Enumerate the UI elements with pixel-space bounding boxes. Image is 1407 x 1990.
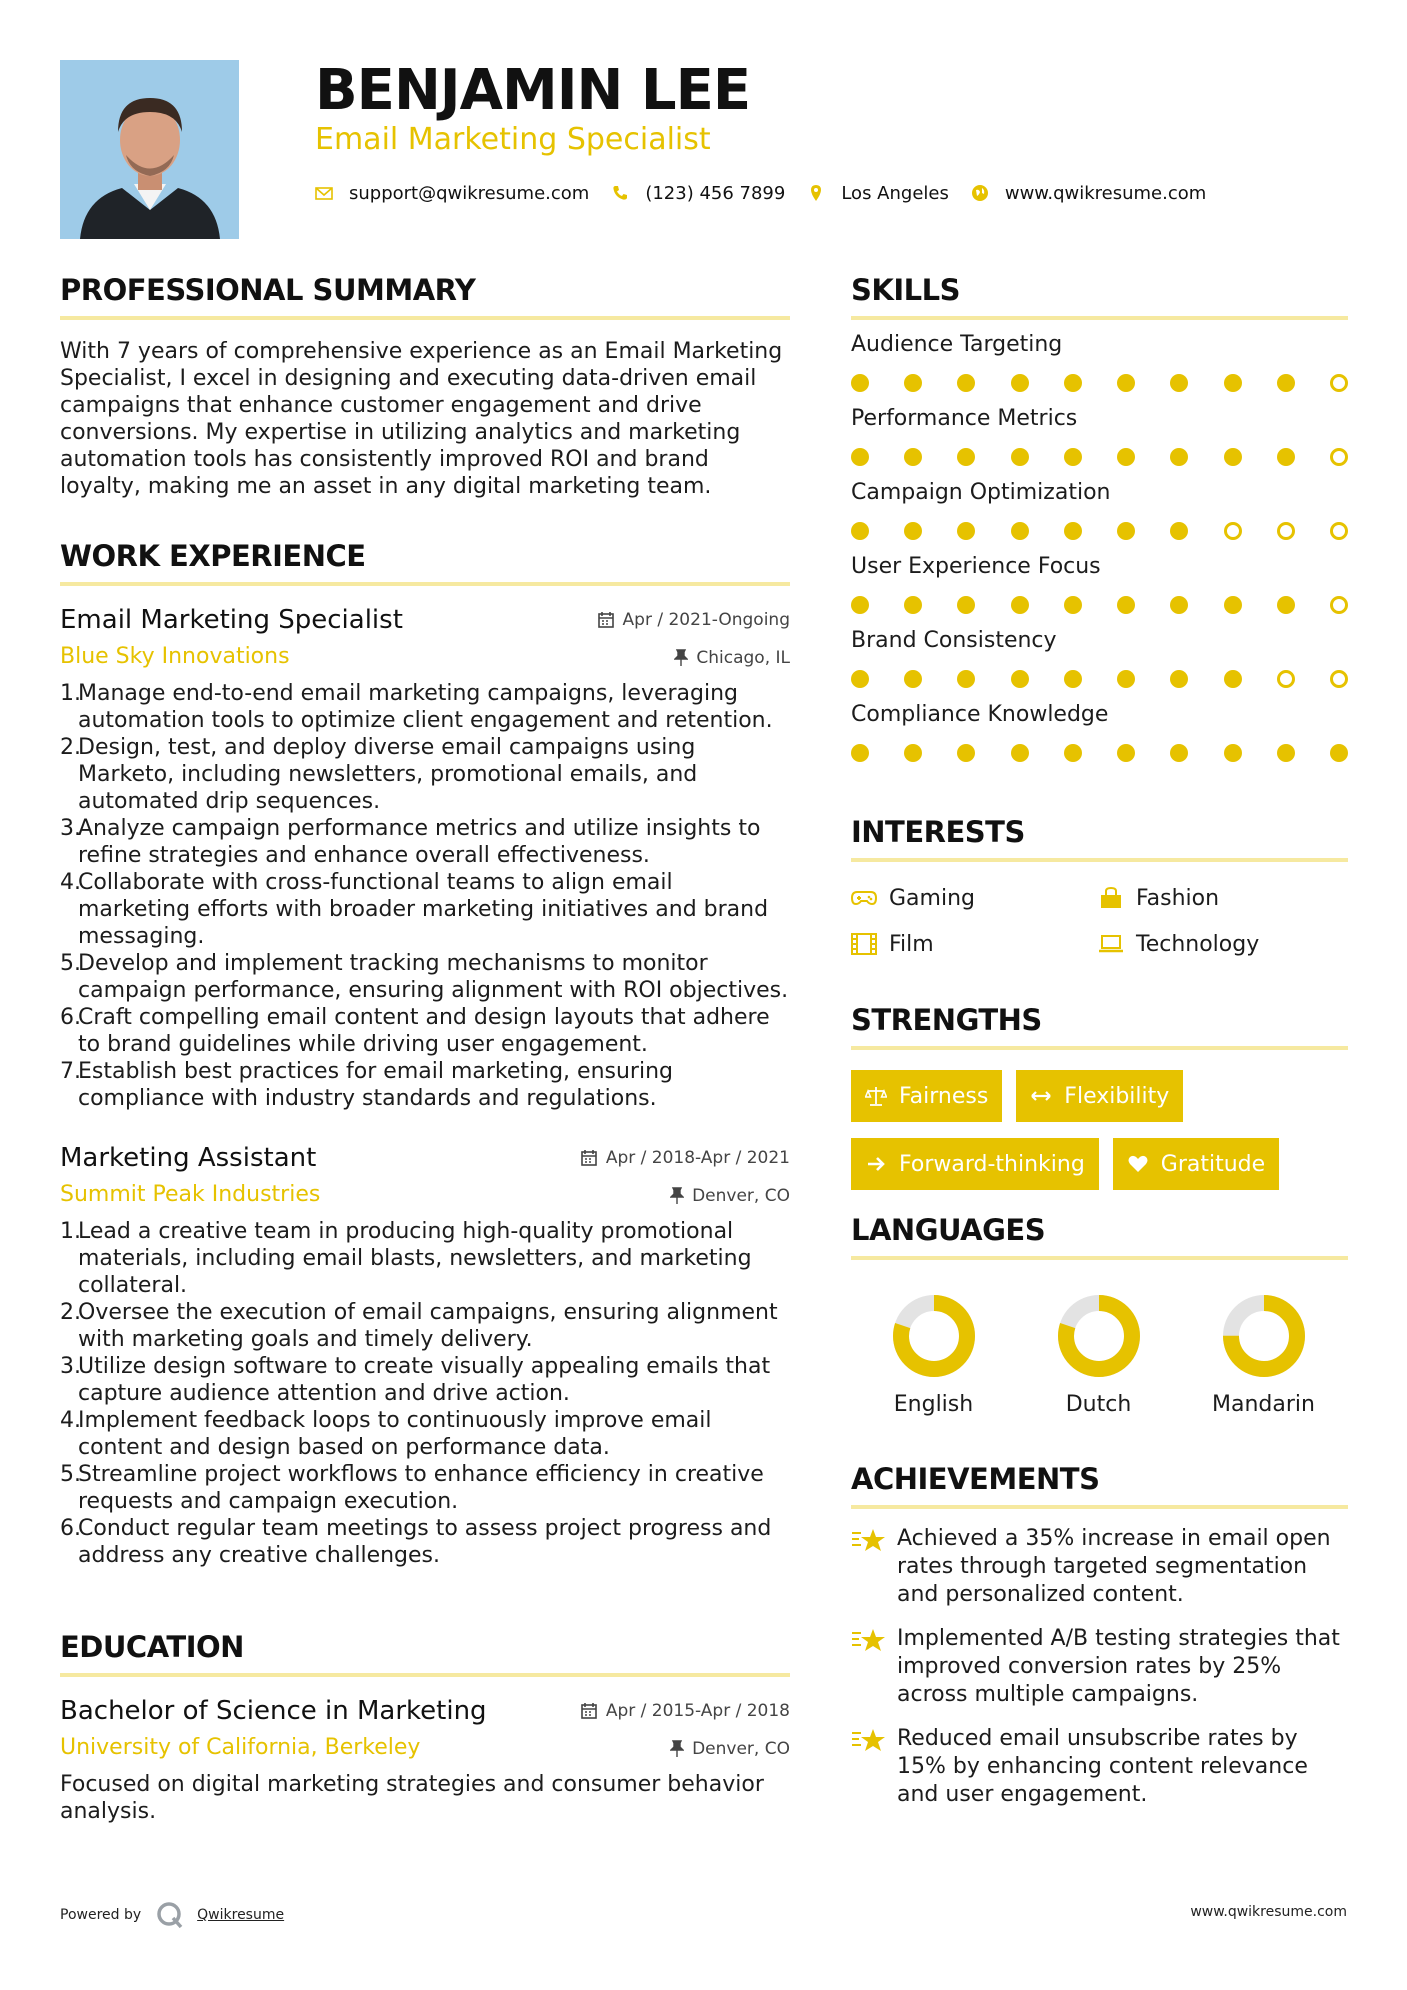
achievement-item [851, 1525, 1348, 1609]
education-location-text: Denver, CO [692, 1739, 790, 1759]
job-company: Summit Peak Industries [60, 1182, 321, 1207]
candidate-title: Email Marketing Specialist [315, 122, 711, 157]
skill-dot [1224, 744, 1242, 762]
skill-dot [1011, 596, 1029, 614]
skill-dot [957, 522, 975, 540]
contact-email-text: support@qwikresume.com [349, 182, 590, 204]
skill-dot [1330, 744, 1348, 762]
skill-dot [957, 670, 975, 688]
list-item: 4. Implement feedback loops to continuously improve email content and design based on performance data. [60, 1408, 712, 1460]
skill-dot [851, 448, 869, 466]
skill-rating [851, 522, 1348, 542]
languages-section [851, 1210, 1348, 1417]
achievement-text: Implemented A/B testing strategies that improved conversion rates by 25% across multiple campaigns. [897, 1626, 1340, 1707]
job-title: Marketing Assistant [60, 1143, 317, 1173]
skill-name: Audience Targeting [851, 332, 1063, 357]
language-name: Mandarin [1212, 1392, 1315, 1417]
list-item: 2. Oversee the execution of email campaigns, ensuring alignment with marketing goals and timely delivery. [60, 1300, 778, 1352]
gamepad-icon [851, 887, 877, 909]
skill-dot [1064, 670, 1082, 688]
education-entry [60, 1695, 790, 1825]
skill-dot [1330, 596, 1348, 614]
bag-icon [1098, 887, 1124, 909]
achievement-item [851, 1725, 1348, 1809]
skill-rating [851, 448, 1348, 468]
calendar-icon [580, 1702, 598, 1720]
language-ring [1222, 1294, 1306, 1378]
skill-rating [851, 744, 1348, 764]
skills-heading: SKILLS [851, 273, 960, 307]
contact-email[interactable] [315, 183, 589, 204]
skill-dot [851, 744, 869, 762]
skill-dot [1170, 448, 1188, 466]
phone-icon [611, 184, 629, 202]
job-company: Blue Sky Innovations [60, 644, 290, 669]
brand-link[interactable]: Qwikresume [197, 1907, 285, 1923]
skill-dot [851, 670, 869, 688]
skill-dot [1117, 670, 1135, 688]
strength-label: Fairness [899, 1083, 989, 1109]
skill-dot [904, 744, 922, 762]
star-icon [851, 1727, 887, 1755]
footer-branding [60, 1900, 284, 1930]
skills-section [851, 270, 1348, 764]
list-item: 3. Analyze campaign performance metrics and utilize insights to refine strategies and enhance overall effectiveness. [60, 816, 761, 868]
contact-location [807, 183, 949, 204]
skill-dot [1117, 522, 1135, 540]
skill-name: User Experience Focus [851, 554, 1101, 579]
skill-dot [1011, 374, 1029, 392]
list-item: 3. Utilize design software to create visually appealing emails that capture audience attention and drive action. [60, 1354, 771, 1406]
strength-label: Forward-thinking [899, 1151, 1085, 1177]
job-location [674, 648, 790, 668]
degree-title: Bachelor of Science in Marketing [60, 1696, 487, 1726]
list-item: 4. Collaborate with cross-functional teams to align email marketing efforts with broader marketing initiatives and brand messaging. [60, 870, 769, 949]
footer-url[interactable]: www.qwikresume.com [1190, 1904, 1347, 1920]
skill-dot [1170, 596, 1188, 614]
skill-dot [1277, 670, 1295, 688]
skill-dot [1170, 374, 1188, 392]
job-location-text: Denver, CO [692, 1186, 790, 1206]
skill-dot [904, 596, 922, 614]
globe-icon [971, 184, 989, 202]
language-item [851, 1294, 1016, 1417]
education-heading: EDUCATION [60, 1630, 244, 1664]
envelope-icon [315, 184, 333, 202]
job-entry [60, 604, 790, 1112]
strength-label: Flexibility [1064, 1083, 1170, 1109]
contact-bar [315, 178, 1228, 208]
arrow-right-icon [865, 1153, 887, 1175]
achievement-text: Reduced email unsubscribe rates by 15% by enhancing content relevance and user engagement. [897, 1726, 1308, 1807]
calendar-icon [580, 1149, 598, 1167]
summary-text: With 7 years of comprehensive experience as an Email Marketing Specialist, I excel in designing and executing data-driven email campaigns that enhance customer engagement and drive conversions. My expertise in utilizing analytics and marketing automation tools has consistently improved ROI and brand loyalty, making me an asset in any digital marketing team. [60, 339, 783, 499]
job-date [580, 1148, 790, 1168]
section-divider [851, 858, 1348, 862]
section-divider [60, 1673, 790, 1677]
education-location [670, 1739, 790, 1759]
skill-dot [851, 374, 869, 392]
calendar-icon [597, 611, 615, 629]
languages-list [851, 1294, 1348, 1417]
skill-dot [1277, 596, 1295, 614]
star-icon [851, 1527, 887, 1555]
interest-label: Technology [1136, 931, 1260, 957]
job-duties-list [60, 1218, 790, 1569]
job-location-text: Chicago, IL [696, 648, 790, 668]
skill-dot [1224, 374, 1242, 392]
skill-name: Brand Consistency [851, 628, 1057, 653]
list-item: 5. Develop and implement tracking mechanisms to monitor campaign performance, ensuring alignment with ROI objectives. [60, 951, 789, 1003]
skill-dot [1224, 522, 1242, 540]
skill-rating [851, 670, 1348, 690]
language-name: Dutch [1065, 1392, 1132, 1417]
language-item [1181, 1294, 1346, 1417]
skill-dot [1011, 522, 1029, 540]
skill-dot [1277, 448, 1295, 466]
skill-dot [1170, 670, 1188, 688]
strengths-chips [851, 1070, 1348, 1190]
skill-dot [1064, 448, 1082, 466]
language-ring [1057, 1294, 1141, 1378]
skill-dot [904, 374, 922, 392]
skill-dot [1117, 596, 1135, 614]
strength-chip [851, 1138, 1099, 1190]
list-item: 6. Craft compelling email content and design layouts that adhere to brand guidelines while driving user engagement. [60, 1005, 770, 1057]
skill-dot [957, 596, 975, 614]
contact-website-text: www.qwikresume.com [1004, 182, 1207, 204]
list-item: 5. Streamline project workflows to enhance efficiency in creative requests and campaign execution. [60, 1462, 764, 1514]
skill-dot [1170, 744, 1188, 762]
job-entry [60, 1142, 790, 1569]
heart-icon [1127, 1153, 1149, 1175]
film-icon [851, 933, 877, 955]
job-location [670, 1186, 790, 1206]
skill-dot [1011, 744, 1029, 762]
skill-name: Campaign Optimization [851, 480, 1111, 505]
interest-label: Fashion [1136, 885, 1220, 911]
job-duties-list [60, 680, 790, 1112]
list-item: 6. Conduct regular team meetings to assess project progress and address any creative challenges. [60, 1516, 772, 1568]
section-divider [851, 1046, 1348, 1050]
interest-item [851, 882, 1098, 914]
job-date [597, 610, 790, 630]
language-name: English [893, 1392, 974, 1417]
skill-dot [904, 448, 922, 466]
pushpin-icon [674, 649, 688, 667]
job-date-text: Apr / 2018-Apr / 2021 [605, 1148, 790, 1168]
strength-chip [851, 1070, 1002, 1122]
strengths-section [851, 1000, 1348, 1190]
skill-dot [1330, 670, 1348, 688]
education-description: Focused on digital marketing strategies and consumer behavior analysis. [60, 1772, 764, 1824]
map-pin-icon [807, 184, 825, 202]
strength-chip [1113, 1138, 1279, 1190]
skill-dot [1330, 448, 1348, 466]
left-column [60, 270, 790, 1825]
skill-dot [1064, 744, 1082, 762]
contact-phone[interactable] [611, 183, 785, 204]
section-divider [851, 316, 1348, 320]
skill-dot [1224, 670, 1242, 688]
pushpin-icon [670, 1187, 684, 1205]
arrows-icon [1030, 1085, 1052, 1107]
section-divider [851, 1505, 1348, 1509]
profile-photo [60, 60, 239, 239]
skills-list [851, 330, 1348, 764]
interests-heading: INTERESTS [851, 815, 1025, 849]
skill-dot [957, 744, 975, 762]
education-date-text: Apr / 2015-Apr / 2018 [605, 1701, 790, 1721]
interest-item [851, 928, 1098, 960]
pushpin-icon [670, 1740, 684, 1758]
summary-section [60, 270, 790, 500]
strength-chip [1016, 1070, 1183, 1122]
school-name: University of California, Berkeley [60, 1735, 421, 1760]
job-date-text: Apr / 2021-Ongoing [622, 610, 790, 630]
skill-dot [1117, 448, 1135, 466]
skill-dot [1224, 596, 1242, 614]
skill-dot [1170, 522, 1188, 540]
achievements-list [851, 1525, 1348, 1809]
list-item: 1. Lead a creative team in producing high-quality promotional materials, including email blasts, newsletters, and marketing collateral. [60, 1219, 752, 1298]
contact-website[interactable] [971, 183, 1206, 204]
achievement-item [851, 1625, 1348, 1709]
right-column [851, 270, 1348, 1809]
qwikresume-logo-icon [155, 1900, 185, 1930]
education-date [580, 1701, 790, 1721]
list-item: 2. Design, test, and deploy diverse email campaigns using Marketo, including newsletters, promotional emails, and automated drip sequences. [60, 735, 698, 814]
skill-dot [957, 374, 975, 392]
experience-section [60, 536, 790, 1569]
interest-item [1098, 928, 1348, 960]
job-title: Email Marketing Specialist [60, 605, 403, 635]
achievements-heading: ACHIEVEMENTS [851, 1462, 1100, 1496]
skill-name: Performance Metrics [851, 406, 1078, 431]
interest-label: Film [889, 931, 934, 957]
skill-dot [1064, 596, 1082, 614]
strength-label: Gratitude [1160, 1151, 1266, 1177]
skill-rating [851, 374, 1348, 394]
skill-dot [1011, 670, 1029, 688]
education-section [60, 1627, 790, 1825]
scale-icon [865, 1085, 887, 1107]
skill-dot [1277, 744, 1295, 762]
list-item: 1. Manage end-to-end email marketing campaigns, leveraging automation tools to optimize client engagement and retention. [60, 681, 773, 733]
skill-dot [1277, 374, 1295, 392]
skill-rating [851, 596, 1348, 616]
skill-dot [1224, 448, 1242, 466]
language-item [1016, 1294, 1181, 1417]
contact-location-text: Los Angeles [841, 182, 949, 204]
languages-heading: LANGUAGES [851, 1213, 1046, 1247]
summary-heading: PROFESSIONAL SUMMARY [60, 273, 476, 307]
skill-dot [1064, 374, 1082, 392]
star-icon [851, 1627, 887, 1655]
skill-dot [904, 522, 922, 540]
candidate-name: BENJAMIN LEE [315, 58, 751, 123]
interests-section [851, 812, 1348, 960]
powered-by-text: Powered by [60, 1907, 142, 1923]
laptop-icon [1098, 933, 1124, 955]
skill-dot [1330, 374, 1348, 392]
section-divider [60, 582, 790, 586]
experience-heading: WORK EXPERIENCE [60, 539, 366, 573]
skill-dot [851, 596, 869, 614]
skill-dot [904, 670, 922, 688]
skill-dot [1064, 522, 1082, 540]
interest-item [1098, 882, 1348, 914]
interest-label: Gaming [889, 885, 975, 911]
achievements-section [851, 1459, 1348, 1809]
skill-dot [957, 448, 975, 466]
skill-dot [1011, 448, 1029, 466]
skill-name: Compliance Knowledge [851, 702, 1109, 727]
achievement-text: Achieved a 35% increase in email open rates through targeted segmentation and personalized content. [897, 1526, 1331, 1607]
skill-dot [1117, 374, 1135, 392]
language-ring [892, 1294, 976, 1378]
skill-dot [1277, 522, 1295, 540]
contact-phone-text: (123) 456 7899 [645, 182, 786, 204]
list-item: 7. Establish best practices for email marketing, ensuring compliance with industry standards and regulations. [60, 1059, 673, 1111]
section-divider [851, 1256, 1348, 1260]
skill-dot [851, 522, 869, 540]
skill-dot [1330, 522, 1348, 540]
interests-grid [851, 882, 1348, 960]
section-divider [60, 316, 790, 320]
strengths-heading: STRENGTHS [851, 1003, 1042, 1037]
skill-dot [1117, 744, 1135, 762]
